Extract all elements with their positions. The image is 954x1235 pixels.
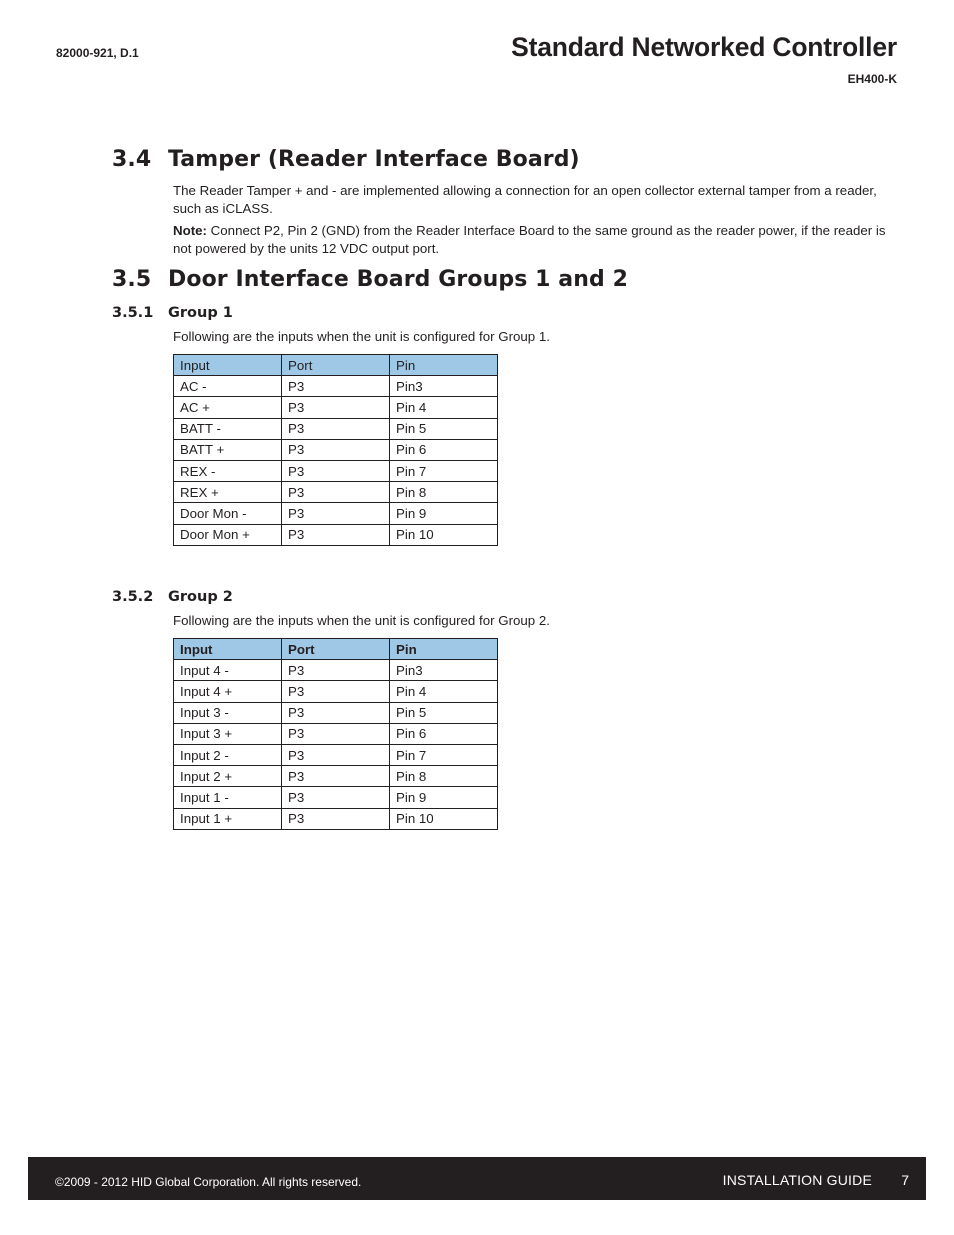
table-cell: Input 2 + [174, 766, 282, 787]
note-label: Note: [173, 223, 207, 238]
table-header-row [174, 639, 498, 660]
table-cell: Pin 9 [390, 787, 498, 808]
table-cell: P3 [282, 808, 390, 829]
table-cell: Pin3 [390, 660, 498, 681]
table-cell: Pin 10 [390, 808, 498, 829]
table-cell: REX - [174, 460, 282, 481]
page-number: 7 [901, 1172, 909, 1188]
table-row [174, 460, 498, 481]
column-header: Port [282, 355, 390, 376]
guide-label: INSTALLATION GUIDE [722, 1172, 872, 1188]
table-cell: P3 [282, 397, 390, 418]
table-row [174, 439, 498, 460]
table-cell: P3 [282, 766, 390, 787]
table-cell: BATT + [174, 439, 282, 460]
table-cell: Door Mon + [174, 524, 282, 545]
table-cell: P3 [282, 439, 390, 460]
table-cell: Pin 4 [390, 397, 498, 418]
table-cell: P3 [282, 524, 390, 545]
table-row [174, 524, 498, 545]
table-row [174, 660, 498, 681]
table-row [174, 681, 498, 702]
table-cell: REX + [174, 482, 282, 503]
table-cell: P3 [282, 460, 390, 481]
table-cell: Pin 10 [390, 524, 498, 545]
table-cell: Pin 8 [390, 482, 498, 503]
table-cell: P3 [282, 681, 390, 702]
group-1-table [173, 354, 498, 546]
table-cell: Pin 6 [390, 439, 498, 460]
table-cell: Input 4 - [174, 660, 282, 681]
table-row [174, 418, 498, 439]
section-number: 3.4 [112, 147, 152, 172]
column-header: Input [174, 639, 282, 660]
table-cell: Input 1 - [174, 787, 282, 808]
table-cell: Input 3 - [174, 702, 282, 723]
table-row [174, 376, 498, 397]
note-text: Connect P2, Pin 2 (GND) from the Reader Interface Board to the same ground as the reader power, if the reader is not powered by the units 12 VDC output port. [173, 223, 886, 256]
document-title: Standard Networked Controller [511, 32, 897, 62]
section-title: Tamper (Reader Interface Board) [168, 147, 580, 172]
table-cell: Input 4 + [174, 681, 282, 702]
subsection-number: 3.5.1 [112, 305, 154, 321]
section-3-5-heading [112, 267, 628, 292]
group-1-intro: Following are the inputs when the unit is configured for Group 1. [173, 329, 550, 344]
subsection-title: Group 1 [168, 305, 233, 321]
table-cell: Pin 5 [390, 418, 498, 439]
table-row [174, 482, 498, 503]
subsection-number: 3.5.2 [112, 589, 154, 605]
table-row [174, 744, 498, 765]
table-cell: AC - [174, 376, 282, 397]
table-row [174, 766, 498, 787]
table-cell: P3 [282, 702, 390, 723]
section-number: 3.5 [112, 267, 152, 292]
table-cell: P3 [282, 376, 390, 397]
table-row [174, 787, 498, 808]
group-2-intro: Following are the inputs when the unit is configured for Group 2. [173, 613, 550, 628]
table-cell: Pin3 [390, 376, 498, 397]
page-footer [28, 1157, 926, 1200]
table-cell: Input 1 + [174, 808, 282, 829]
tamper-paragraph: The Reader Tamper + and - are implemented allowing a connection for an open collector external tamper from a reader, such as iCLASS. [173, 183, 877, 216]
table-cell: Pin 6 [390, 723, 498, 744]
table-cell: Pin 7 [390, 744, 498, 765]
section-title: Door Interface Board Groups 1 and 2 [168, 267, 629, 292]
column-header: Pin [390, 639, 498, 660]
table-row [174, 397, 498, 418]
table-cell: BATT - [174, 418, 282, 439]
table-cell: Pin 9 [390, 503, 498, 524]
table-cell: AC + [174, 397, 282, 418]
copyright-text: ©2009 - 2012 HID Global Corporation. All rights reserved. [55, 1175, 362, 1189]
column-header: Input [174, 355, 282, 376]
section-3-4-heading [112, 147, 580, 172]
table-row [174, 723, 498, 744]
group-2-heading [112, 589, 233, 605]
table-cell: P3 [282, 482, 390, 503]
table-cell: P3 [282, 787, 390, 808]
table-cell: P3 [282, 744, 390, 765]
model-number: EH400-K [847, 72, 897, 86]
column-header: Pin [390, 355, 498, 376]
table-row [174, 702, 498, 723]
tamper-note [173, 222, 898, 257]
table-cell: Input 2 - [174, 744, 282, 765]
table-cell: P3 [282, 660, 390, 681]
table-cell: Pin 4 [390, 681, 498, 702]
table-header-row [174, 355, 498, 376]
subsection-title: Group 2 [168, 589, 233, 605]
document-id: 82000-921, D.1 [56, 46, 139, 60]
table-cell: Door Mon - [174, 503, 282, 524]
table-row [174, 808, 498, 829]
table-cell: P3 [282, 503, 390, 524]
table-cell: P3 [282, 418, 390, 439]
group-2-table [173, 638, 498, 830]
table-cell: Pin 7 [390, 460, 498, 481]
table-cell: P3 [282, 723, 390, 744]
table-cell: Pin 8 [390, 766, 498, 787]
column-header: Port [282, 639, 390, 660]
table-cell: Input 3 + [174, 723, 282, 744]
group-1-heading [112, 305, 233, 321]
table-row [174, 503, 498, 524]
table-cell: Pin 5 [390, 702, 498, 723]
